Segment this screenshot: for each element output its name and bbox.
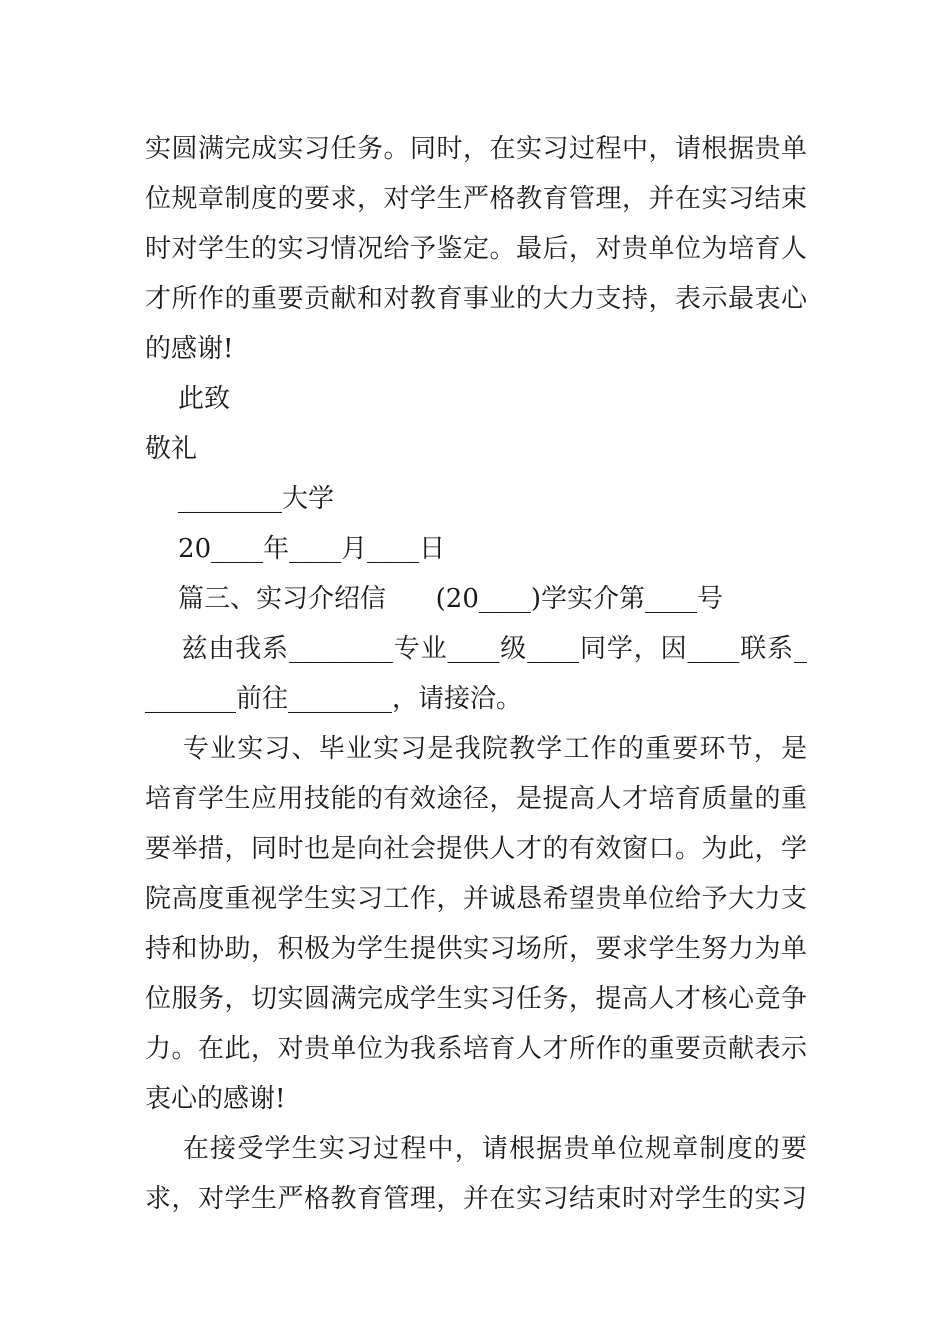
document-page: [145, 0, 807, 1344]
paragraph-line: 专业实习、毕业实习是我院教学工作的重要环节，是: [145, 734, 807, 764]
paragraph-line: 培育学生应用技能的有效途径，是提高人才培育质量的重: [145, 784, 807, 814]
signature-line: ________大学: [145, 484, 335, 514]
paragraph-line: 要举措，同时也是向社会提供人才的有效窗口。为此，学: [145, 834, 807, 864]
paragraph-line: 院高度重视学生实习工作，并诚恳希望贵单位给予大力支: [145, 884, 807, 914]
paragraph-line: 兹由我系________专业____级____同学，因____联系_: [145, 634, 807, 664]
paragraph-line: 在接受学生实习过程中，请根据贵单位规章制度的要: [145, 1134, 807, 1164]
paragraph-line: _______前往________，请接洽。: [145, 684, 523, 714]
paragraph-line: 衷心的感谢!: [145, 1084, 286, 1114]
paragraph-line: 持和协助，积极为学生提供实习场所，要求学生努力为单: [145, 934, 807, 964]
paragraph-line: 实圆满完成实习任务。同时，在实习过程中，请根据贵单: [145, 134, 807, 164]
paragraph-line: 位规章制度的要求，对学生严格教育管理，并在实习结束: [145, 184, 807, 214]
paragraph-line: 的感谢!: [145, 334, 234, 364]
section-heading: 篇三、实习介绍信 (20____)学实介第____号: [145, 584, 724, 614]
date-line: 20____年____月____日: [145, 534, 446, 564]
paragraph-line: 时对学生的实习情况给予鉴定。最后，对贵单位为培育人: [145, 234, 807, 264]
paragraph-line: 力。在此，对贵单位为我系培育人才所作的重要贡献表示: [145, 1034, 807, 1064]
salutation-line: 敬礼: [145, 434, 198, 464]
salutation-line: 此致: [145, 384, 231, 414]
paragraph-line: 位服务，切实圆满完成学生实习任务，提高人才核心竞争: [145, 984, 807, 1014]
paragraph-line: 求，对学生严格教育管理，并在实习结束时对学生的实习: [145, 1184, 807, 1214]
paragraph-line: 才所作的重要贡献和对教育事业的大力支持，表示最衷心: [145, 284, 807, 314]
